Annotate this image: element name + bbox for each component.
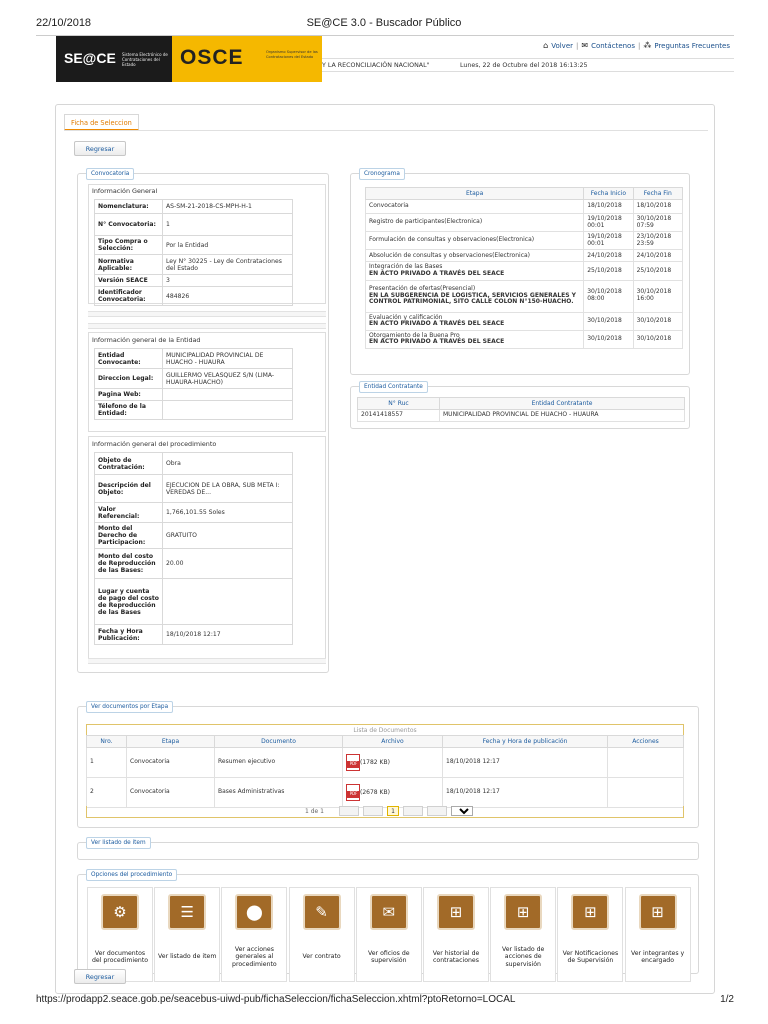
pdf-icon[interactable] bbox=[346, 754, 360, 771]
convocatoria-legend: Convocatoria bbox=[86, 168, 134, 180]
documentos-pager bbox=[86, 806, 684, 818]
documento-nro: 1 bbox=[87, 748, 127, 778]
hierarchy-icon[interactable] bbox=[639, 894, 677, 930]
etapa-name: Registro de participantes(Electronica) bbox=[369, 218, 483, 226]
pager-last[interactable] bbox=[427, 806, 447, 816]
etapa-detail: EN LA SUBGERENCIA DE LOGISTICA, SERVICIOS GENERALES Y CONTROL PATRIMONIAL, SITO CALLE COLON N°150-HUACHO. bbox=[369, 291, 577, 306]
entidad-contratante-row bbox=[358, 410, 685, 422]
cronograma-etapa bbox=[366, 232, 584, 250]
cronograma-fin: 25/10/2018 bbox=[633, 262, 682, 280]
opcion-contract[interactable] bbox=[289, 887, 355, 982]
info-procedimiento-value: EJECUCION DE LA OBRA, SUB META I: VEREDAS DE... bbox=[163, 475, 293, 503]
etapa-name: Absolución de consultas y observaciones(Electronica) bbox=[369, 251, 531, 259]
opcion-envelope[interactable] bbox=[356, 887, 422, 982]
info-general-row bbox=[95, 214, 293, 236]
opcion-symbol: ☰ bbox=[180, 903, 194, 921]
convocatoria-section bbox=[77, 173, 329, 673]
info-procedimiento-label: Fecha y Hora Publicación: bbox=[95, 625, 163, 645]
info-general-value: 1 bbox=[163, 214, 293, 236]
opciones-legend: Opciones del procedimiento bbox=[86, 869, 177, 881]
regresar-button-bottom[interactable]: Regresar bbox=[74, 969, 126, 984]
pager-current[interactable]: 1 bbox=[387, 806, 399, 816]
opcion-label: Ver listado de item bbox=[158, 953, 217, 961]
faq-link[interactable]: Preguntas Frecuentes bbox=[654, 41, 730, 50]
info-general-value: Por la Entidad bbox=[163, 236, 293, 255]
opcion-label: Ver contrato bbox=[302, 953, 341, 961]
info-entidad-row bbox=[95, 369, 293, 389]
documento-row bbox=[87, 778, 684, 808]
col-entidad: Entidad Contratante bbox=[440, 398, 685, 410]
info-general-label: N° Convocatoria: bbox=[95, 214, 163, 236]
opcion-symbol: ⬤ bbox=[245, 903, 263, 921]
opcion-label: Ver listado de acciones de supervisión bbox=[502, 945, 545, 968]
envelope-icon: ✉ bbox=[581, 41, 589, 50]
cronograma-etapa bbox=[366, 280, 584, 312]
info-procedimiento-value: Obra bbox=[163, 453, 293, 475]
info-procedimiento-label: Lugar y cuenta de pago del costo de Reproducción de las Bases bbox=[95, 579, 163, 625]
col-fecha-fin: Fecha Fin bbox=[633, 188, 682, 200]
cronograma-inicio: 18/10/2018 bbox=[584, 200, 633, 214]
documento-fecha: 18/10/2018 12:17 bbox=[443, 748, 608, 778]
opcion-label: Ver historial de contrataciones bbox=[432, 949, 480, 964]
opcion-document-gear[interactable] bbox=[87, 887, 153, 982]
cronograma-row bbox=[366, 280, 683, 312]
cronograma-section bbox=[350, 173, 690, 375]
contactenos-link[interactable]: Contáctenos bbox=[591, 41, 635, 50]
opcion-symbol: ✎ bbox=[315, 903, 328, 921]
cronograma-fin: 30/10/2018 bbox=[633, 330, 682, 348]
opcion-symbol: ⚙ bbox=[113, 903, 127, 921]
col-acciones: Acciones bbox=[608, 736, 684, 748]
info-general-label: Tipo Compra o Selección: bbox=[95, 236, 163, 255]
info-general-row bbox=[95, 200, 293, 214]
print-url: https://prodapp2.seace.gob.pe/seacebus-uiwd-pub/fichaSeleccion/fichaSeleccion.xhtml?ptoRetorno=LOCAL bbox=[36, 994, 516, 1005]
cronograma-row bbox=[366, 250, 683, 262]
opcion-hierarchy[interactable] bbox=[423, 887, 489, 982]
info-entidad-value: MUNICIPALIDAD PROVINCIAL DE HUACHO - HUAURA bbox=[163, 349, 293, 369]
cronograma-etapa bbox=[366, 200, 584, 214]
documento-size: (1782 KB) bbox=[360, 759, 390, 766]
cronograma-inicio: 19/10/2018 00:01 bbox=[584, 232, 633, 250]
cronograma-etapa bbox=[366, 214, 584, 232]
info-entidad-label: Direccion Legal: bbox=[95, 369, 163, 389]
info-procedimiento-value: 20.00 bbox=[163, 549, 293, 579]
info-procedimiento-value bbox=[163, 579, 293, 625]
documento-nro: 2 bbox=[87, 778, 127, 808]
etapa-detail: EN ACTO PRIVADO A TRAVÉS DEL SEACE bbox=[369, 338, 505, 346]
contract-icon[interactable] bbox=[303, 894, 341, 930]
hierarchy-icon[interactable] bbox=[571, 894, 609, 930]
col-nro: Nro. bbox=[87, 736, 127, 748]
items-legend[interactable]: Ver listado de item bbox=[86, 837, 151, 849]
cronograma-inicio: 24/10/2018 bbox=[584, 250, 633, 262]
home-icon: ⌂ bbox=[543, 41, 549, 50]
info-procedimiento-table bbox=[94, 452, 293, 645]
entidad-ruc: 20141418557 bbox=[358, 410, 440, 422]
traffic-light-icon[interactable] bbox=[235, 894, 273, 930]
cronograma-fin: 23/10/2018 23:59 bbox=[633, 232, 682, 250]
cronograma-etapa bbox=[366, 312, 584, 330]
info-general-label: Normativa Aplicable: bbox=[95, 255, 163, 275]
info-procedimiento-row bbox=[95, 549, 293, 579]
documento-acciones bbox=[608, 778, 684, 808]
cronograma-fin: 18/10/2018 bbox=[633, 200, 682, 214]
info-procedimiento-row bbox=[95, 453, 293, 475]
opcion-label: Ver documentos del procedimiento bbox=[91, 949, 149, 964]
opcion-label: Ver oficios de supervisión bbox=[368, 949, 410, 964]
cronograma-table bbox=[365, 187, 683, 349]
info-procedimiento-row bbox=[95, 523, 293, 549]
pdf-icon[interactable] bbox=[346, 784, 360, 801]
cronograma-inicio: 19/10/2018 00:01 bbox=[584, 214, 633, 232]
print-date: 22/10/2018 bbox=[36, 17, 92, 29]
document-gear-icon[interactable] bbox=[101, 894, 139, 930]
info-procedimiento-label: Descripción del Objeto: bbox=[95, 475, 163, 503]
documentos-caption: Lista de Documentos bbox=[86, 724, 684, 736]
documentos-legend[interactable]: Ver documentos por Etapa bbox=[86, 701, 173, 713]
info-procedimiento-label: Monto del Derecho de Participacion: bbox=[95, 523, 163, 549]
info-procedimiento-label: Valor Referencial: bbox=[95, 503, 163, 523]
documentos-section bbox=[77, 706, 699, 828]
info-procedimiento-row bbox=[95, 579, 293, 625]
etapa-name: Presentación de ofertas(Presencial) bbox=[369, 285, 476, 293]
opcion-symbol: ⊞ bbox=[651, 903, 664, 921]
opcion-numbered-list[interactable] bbox=[154, 887, 220, 982]
tab-ficha-seleccion[interactable]: Ficha de Seleccion bbox=[64, 114, 139, 131]
info-procedimiento-label: Objeto de Contratación: bbox=[95, 453, 163, 475]
opcion-label: Ver integrantes y encargado bbox=[630, 949, 685, 964]
info-procedimiento-value: 1,766,101.55 Soles bbox=[163, 503, 293, 523]
opcion-symbol: ✉ bbox=[382, 903, 396, 921]
server-datetime: Lunes, 22 de Octubre del 2018 16:13:25 bbox=[460, 62, 588, 69]
info-general-value: 3 bbox=[163, 275, 293, 287]
etapa-name: Convocatoria bbox=[369, 202, 409, 210]
info-procedimiento-title: Información general del procedimiento bbox=[92, 440, 217, 448]
info-entidad-title: Información general de la Entidad bbox=[92, 336, 201, 344]
top-links: ⌂ Volver | ✉ Contáctenos | ⁂ Preguntas Frecuentes bbox=[543, 41, 730, 50]
cronograma-row bbox=[366, 312, 683, 330]
info-procedimiento-row bbox=[95, 503, 293, 523]
logo-block bbox=[56, 36, 322, 82]
etapa-name: Otorgamiento de la Buena Pro bbox=[369, 331, 460, 339]
envelope-icon[interactable] bbox=[370, 894, 408, 930]
info-entidad-label: Télefono de la Entidad: bbox=[95, 401, 163, 420]
documento-etapa: Convocatoria bbox=[127, 748, 215, 778]
cronograma-row bbox=[366, 200, 683, 214]
seace-logo: SE@CE Sistema Electrónico de Contrataciones del Estado bbox=[56, 36, 172, 82]
regresar-button-top[interactable]: Regresar bbox=[74, 141, 126, 156]
entidad-contratante-section bbox=[350, 386, 690, 429]
slogan-bar bbox=[322, 58, 734, 72]
etapa-detail: EN ACTO PRIVADO A TRAVÉS DEL SEACE bbox=[369, 320, 505, 328]
hierarchy-icon[interactable] bbox=[437, 894, 475, 930]
info-entidad-table bbox=[94, 348, 293, 420]
slogan: Y LA RECONCILIACIÓN NACIONAL" bbox=[322, 62, 430, 69]
pager-summary: 1 de 1 bbox=[305, 808, 324, 815]
cronograma-row bbox=[366, 262, 683, 280]
info-general-label: Nomenclatura: bbox=[95, 200, 163, 214]
col-etapa: Etapa bbox=[366, 188, 584, 200]
info-entidad-value: GUILLERMO VELASQUEZ S/N (LIMA-HUAURA-HUACHO) bbox=[163, 369, 293, 389]
documento-fecha: 18/10/2018 12:17 bbox=[443, 778, 608, 808]
opcion-symbol: ⊞ bbox=[584, 903, 597, 921]
cronograma-row bbox=[366, 232, 683, 250]
cronograma-fin: 30/10/2018 07:59 bbox=[633, 214, 682, 232]
entidad-contratante-legend: Entidad Contratante bbox=[359, 381, 428, 393]
pager-prev[interactable] bbox=[363, 806, 383, 816]
cronograma-fin: 24/10/2018 bbox=[633, 250, 682, 262]
entidad-nombre: MUNICIPALIDAD PROVINCIAL DE HUACHO - HUAURA bbox=[440, 410, 685, 422]
info-entidad-value bbox=[163, 389, 293, 401]
cronograma-row bbox=[366, 330, 683, 348]
print-header bbox=[0, 0, 768, 40]
info-general-row bbox=[95, 275, 293, 287]
etapa-name: Evaluación y calificación bbox=[369, 313, 443, 321]
cronograma-fin: 30/10/2018 bbox=[633, 312, 682, 330]
cronograma-inicio: 30/10/2018 08:00 bbox=[584, 280, 633, 312]
documentos-table bbox=[86, 735, 684, 808]
info-general-value: 484826 bbox=[163, 287, 293, 306]
opcion-label: Ver Notificaciones de Supervisión bbox=[562, 949, 619, 964]
osce-logo: OSCE Organismo Supervisor de las Contrataciones del Estado bbox=[172, 36, 322, 82]
info-procedimiento-label: Monto del costo de Reproducción de las Bases: bbox=[95, 549, 163, 579]
numbered-list-icon[interactable] bbox=[168, 894, 206, 930]
opcion-hierarchy[interactable] bbox=[490, 887, 556, 982]
items-section bbox=[77, 842, 699, 860]
info-entidad-row bbox=[95, 389, 293, 401]
cronograma-inicio: 30/10/2018 bbox=[584, 330, 633, 348]
documento-nombre: Resumen ejecutivo bbox=[215, 748, 343, 778]
print-page-number: 1/2 bbox=[720, 994, 734, 1005]
info-entidad-label: Entidad Convocante: bbox=[95, 349, 163, 369]
site-header bbox=[36, 35, 734, 81]
documento-size: (2678 KB) bbox=[360, 789, 390, 796]
opcion-hierarchy[interactable] bbox=[625, 887, 691, 982]
hierarchy-icon[interactable] bbox=[504, 894, 542, 930]
info-procedimiento-row bbox=[95, 625, 293, 645]
opcion-traffic-light[interactable] bbox=[221, 887, 287, 982]
etapa-name: Formulación de consultas y observaciones(Electronica) bbox=[369, 236, 535, 244]
info-entidad-value bbox=[163, 401, 293, 420]
opcion-symbol: ⊞ bbox=[449, 903, 463, 921]
opcion-hierarchy[interactable] bbox=[557, 887, 623, 982]
feed-icon: ⁂ bbox=[643, 41, 652, 50]
rows-per-page-select[interactable] bbox=[451, 806, 473, 816]
opciones-section bbox=[77, 874, 699, 974]
info-general-value: AS-SM-21-2018-CS-MPH-H-1 bbox=[163, 200, 293, 214]
col-ruc: N° Ruc bbox=[358, 398, 440, 410]
pager-first[interactable] bbox=[339, 806, 359, 816]
etapa-detail: EN ACTO PRIVADO A TRAVÉS DEL SEACE bbox=[369, 269, 505, 277]
cronograma-etapa bbox=[366, 250, 584, 262]
info-general-value: Ley N° 30225 - Ley de Contrataciones del Estado bbox=[163, 255, 293, 275]
info-entidad-row bbox=[95, 401, 293, 420]
documento-row bbox=[87, 748, 684, 778]
etapa-name: Integración de las Bases bbox=[369, 263, 443, 271]
info-general-row bbox=[95, 236, 293, 255]
opcion-label: Ver acciones generales al procedimiento bbox=[232, 945, 277, 968]
cronograma-legend: Cronograma bbox=[359, 168, 405, 180]
documento-archivo bbox=[343, 748, 443, 778]
pager-next[interactable] bbox=[403, 806, 423, 816]
documento-acciones bbox=[608, 748, 684, 778]
info-procedimiento-value: GRATUITO bbox=[163, 523, 293, 549]
documento-archivo bbox=[343, 778, 443, 808]
cronograma-inicio: 25/10/2018 bbox=[584, 262, 633, 280]
info-general-title: Información General bbox=[92, 187, 158, 195]
documento-nombre: Bases Administrativas bbox=[215, 778, 343, 808]
documento-etapa: Convocatoria bbox=[127, 778, 215, 808]
opciones-row bbox=[87, 887, 691, 983]
cronograma-fin: 30/10/2018 16:00 bbox=[633, 280, 682, 312]
info-entidad-row bbox=[95, 349, 293, 369]
info-entidad-label: Pagina Web: bbox=[95, 389, 163, 401]
col-fecha-inicio: Fecha Inicio bbox=[584, 188, 633, 200]
info-procedimiento-value: 18/10/2018 12:17 bbox=[163, 625, 293, 645]
info-procedimiento-row bbox=[95, 475, 293, 503]
ficha-panel bbox=[55, 104, 715, 994]
info-general-label: Versión SEACE bbox=[95, 275, 163, 287]
cronograma-row bbox=[366, 214, 683, 232]
info-general-row bbox=[95, 255, 293, 275]
col-doc-etapa: Etapa bbox=[127, 736, 215, 748]
col-documento: Documento bbox=[215, 736, 343, 748]
opcion-symbol: ⊞ bbox=[516, 903, 530, 921]
col-archivo: Archivo bbox=[343, 736, 443, 748]
info-general-table bbox=[94, 199, 293, 306]
cronograma-etapa bbox=[366, 330, 584, 348]
cronograma-inicio: 30/10/2018 bbox=[584, 312, 633, 330]
volver-link[interactable]: Volver bbox=[551, 41, 574, 50]
cronograma-etapa bbox=[366, 262, 584, 280]
info-general-row bbox=[95, 287, 293, 306]
print-title: SE@CE 3.0 - Buscador Público bbox=[306, 17, 462, 29]
entidad-contratante-table bbox=[357, 397, 685, 422]
col-fecha-publicacion: Fecha y Hora de publicación bbox=[443, 736, 608, 748]
info-general-label: Identificador Convocatoria: bbox=[95, 287, 163, 306]
